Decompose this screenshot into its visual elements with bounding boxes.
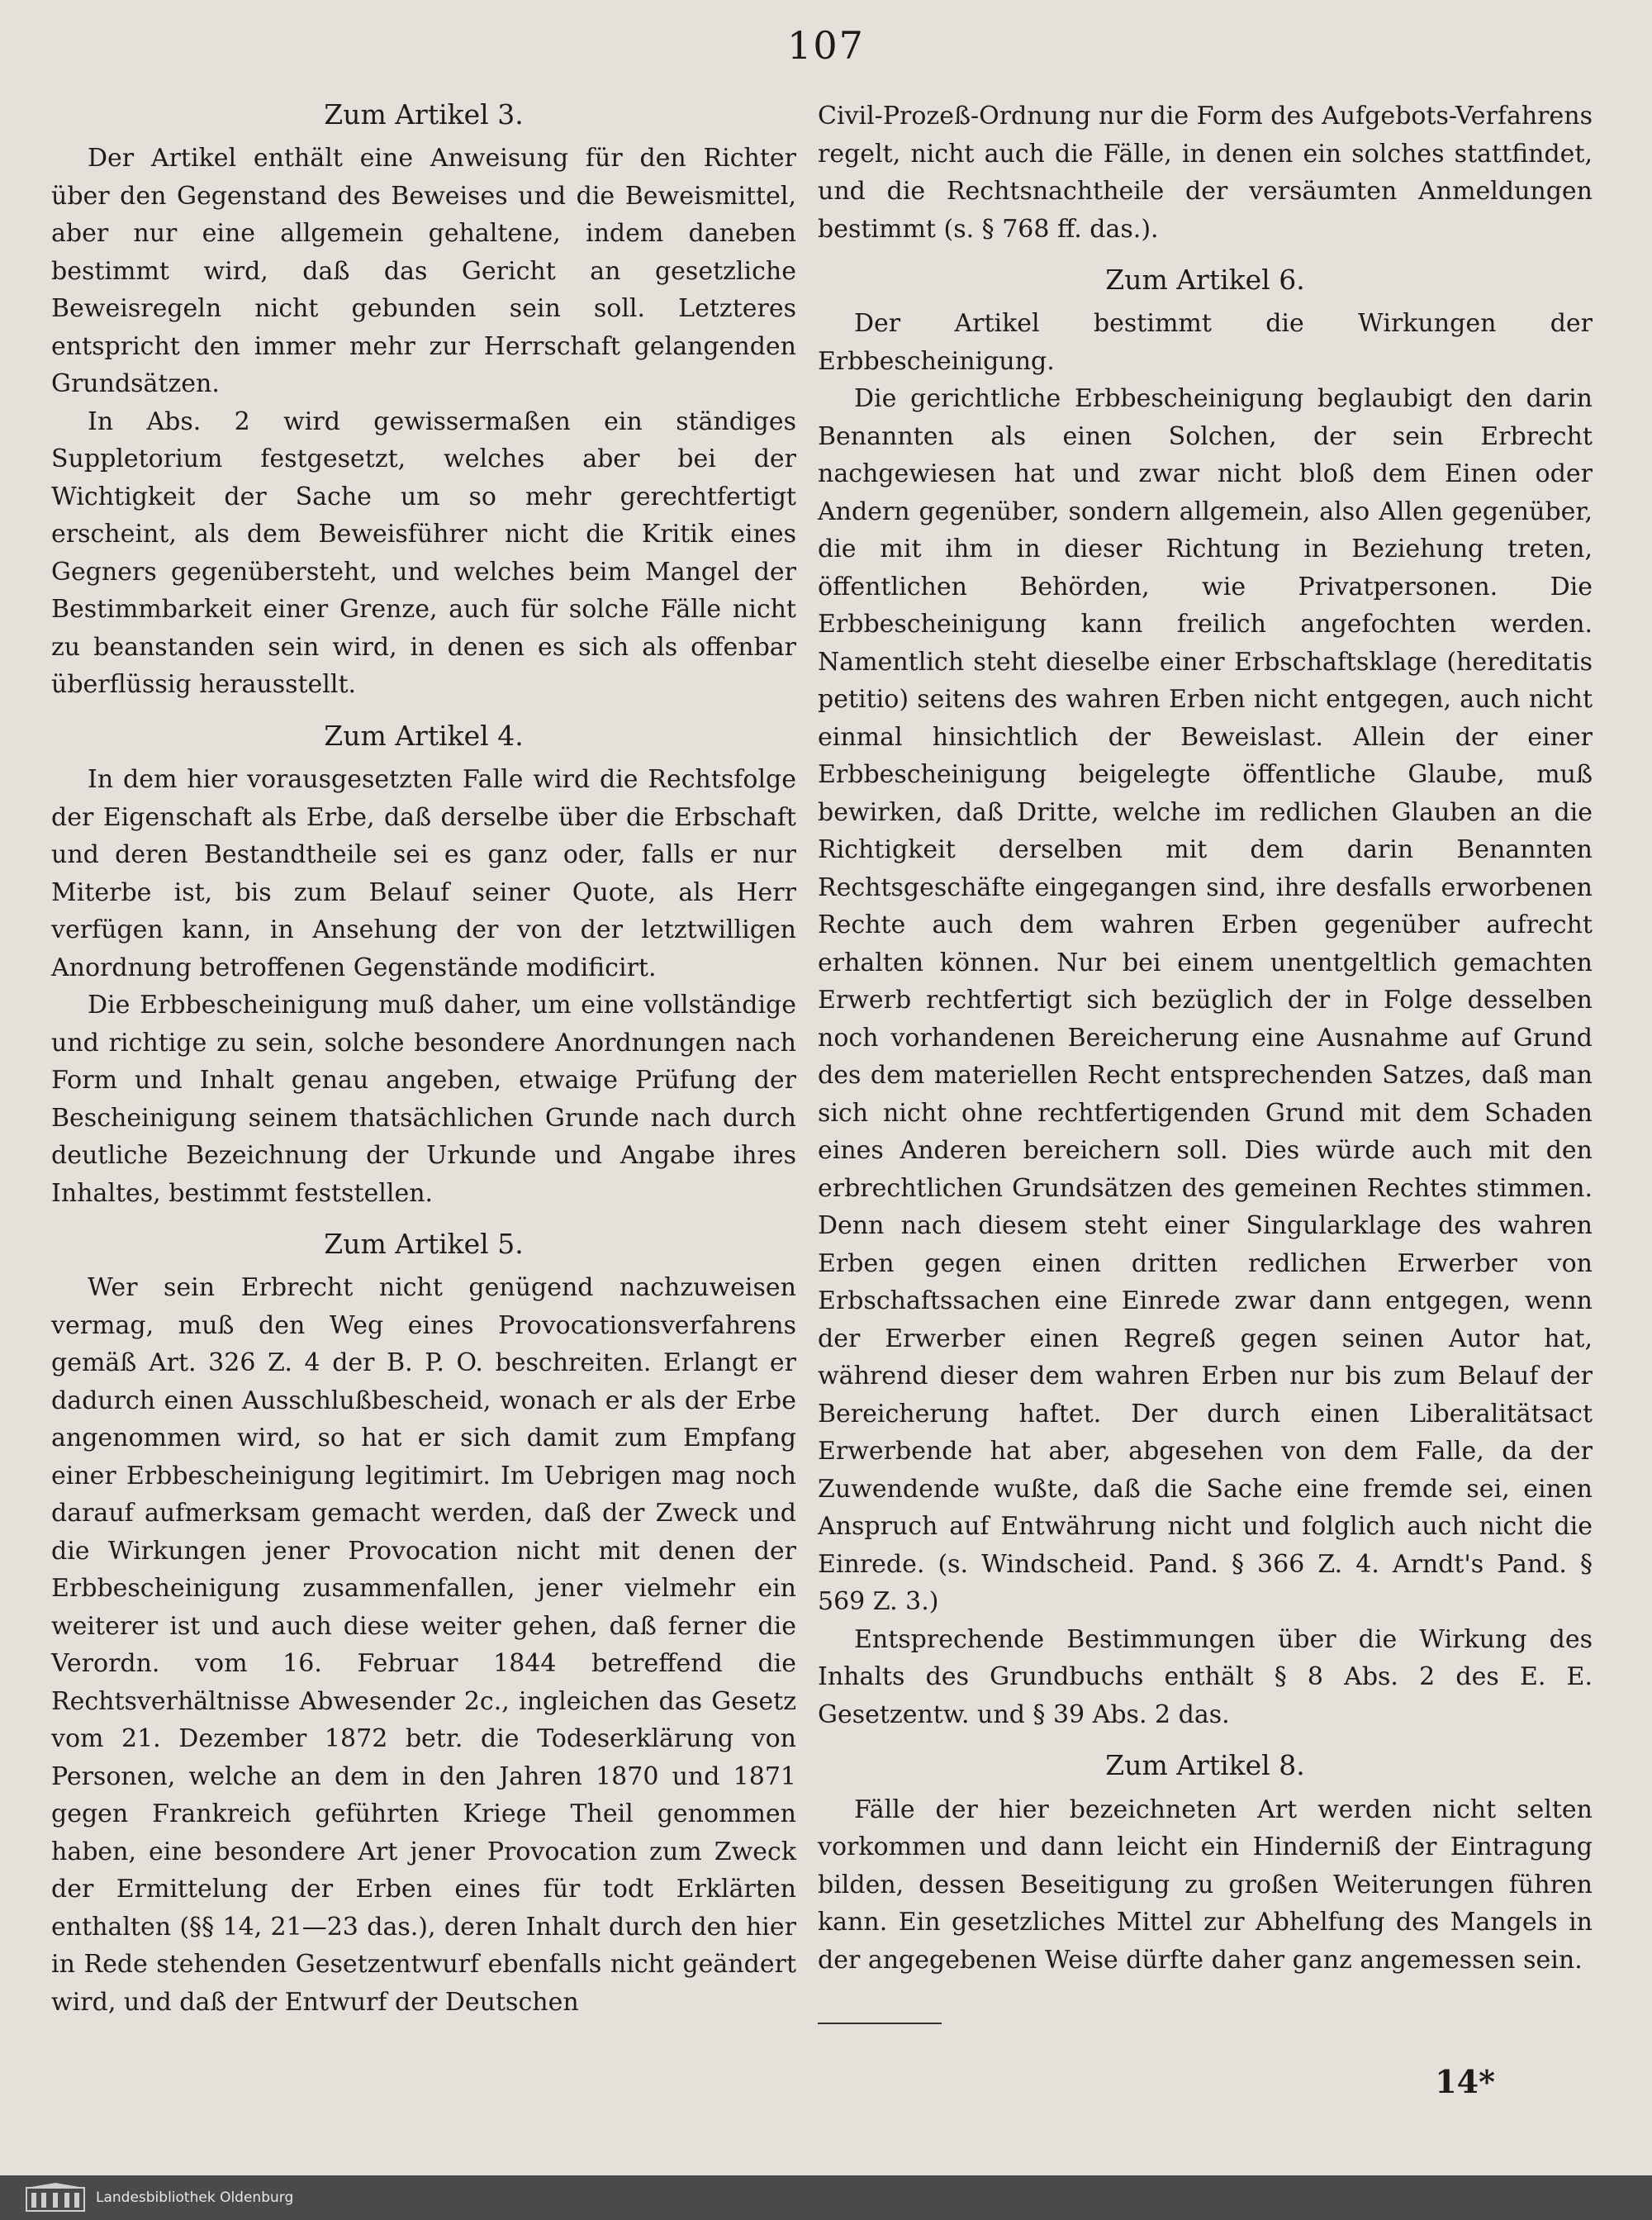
library-building-icon — [25, 2183, 86, 2213]
heading-artikel-4: Zum Artikel 4. — [324, 719, 524, 752]
heading-artikel-3: Zum Artikel 3. — [324, 98, 524, 131]
paragraph: Der Artikel enthält eine Anweisung für den Richter über den Gegenstand des Beweises und die Beweismittel, aber nur eine allgemein gehaltene, indem daneben bestimmt wird, daß das Gericht an gesetzliche Beweisregeln nicht gebunden sein soll. Letzteres entspricht den immer mehr zur Herrschaft gelangenden Grundsätzen. — [51, 144, 796, 399]
right-column — [818, 97, 1593, 1979]
paragraph: Die Erbbescheinigung muß daher, um eine vollständige und richtige zu sein, solche besondere Anordnungen nach Form und Inhalt genau angeben, etwaige Prüfung der Bescheinigung seinem thatsächlichen Grunde nach durch deutliche Bezeichnung der Urkunde und Angabe ihres Inhaltes, bestimmt feststellen. — [51, 991, 796, 1208]
paragraph-continuation: Civil-Prozeß-Ordnung nur die Form des Aufgebots-Verfahrens regelt, nicht auch die Fälle, in denen ein solches stattfindet, und die Rechtsnachtheile der versäumten Anmeldungen bestimmt (s. § 768 ff. das.). — [818, 102, 1593, 244]
signature-mark: 14* — [1435, 2063, 1495, 2100]
paragraph: Der Artikel bestimmt die Wirkungen der Erbbescheinigung. — [818, 309, 1593, 376]
heading-artikel-8: Zum Artikel 8. — [1105, 1749, 1305, 1782]
left-column — [51, 97, 796, 2021]
heading-artikel-5: Zum Artikel 5. — [324, 1228, 524, 1260]
paragraph: Entsprechende Bestimmungen über die Wirkung des Inhalts des Grundbuchs enthält § 8 Abs. 2 des E. E. Gesetzentw. und § 39 Abs. 2 das. — [818, 1624, 1593, 1729]
divider-rule — [818, 2023, 942, 2024]
heading-artikel-6: Zum Artikel 6. — [1105, 264, 1305, 296]
paragraph: In Abs. 2 wird gewissermaßen ein ständiges Suppletorium festgesetzt, welches aber bei der Wichtigkeit der Sache um so mehr gerechtfertigt erscheint, als dem Beweisführer nicht die Kritik eines Gegners gegenübersteht, und welches beim Mangel der Bestimmbarkeit einer Grenze, auch für solche Fälle nicht zu beanstanden sein wird, in denen es sich als offenbar überflüssig herausstellt. — [51, 406, 796, 700]
page-number: 107 — [787, 23, 865, 68]
paragraph: Fälle der hier bezeichneten Art werden nicht selten vorkommen und dann leicht ein Hinderniß der Eintragung bilden, dessen Beseitigung zu großen Weiterungen führen kann. Ein gesetzliches Mittel zur Abhelfung des Mangels in der angegebenen Weise dürfte daher ganz angemessen sein. — [818, 1795, 1593, 1975]
library-footer — [0, 2175, 1652, 2220]
paragraph: Die gerichtliche Erbbescheinigung beglaubigt den darin Benannten als einen Solchen, der sein Erbrecht nachgewiesen hat und zwar nicht bloß dem Einen oder Andern gegenüber, sondern allgemein, also Allen gegenüber, die mit ihm in dieser Richtung in Beziehung treten, öffentlichen Behörden, wie Privatpersonen. Die Erbbescheinigung kann freilich angefochten werden. Namentlich steht dieselbe einer Erbschaftsklage (hereditatis petitio) seitens des wahren Erben nicht entgegen, auch nicht einmal hinsichtlich der Beweislast. Allein der einer Erbbescheinigung beigelegte öffentliche Glaube, muß bewirken, daß Dritte, welche im redlichen Glauben an die Richtigkeit derselben mit dem darin Benannten Rechtsgeschäfte eingegangen sind, ihre desfalls erworbenen Rechte auch dem wahren Erben gegenüber aufrecht erhalten können. Nur bei einem unentgeltlich gemachten Erwerb rechtfertigt sich bezüglich der in Folge desselben noch vorhandenen Bereicherung eine Ausnahme auf Grund des dem materiellen Recht entsprechenden Satzes, daß man sich nicht ohne rechtfertigenden Grund mit dem Schaden eines Anderen bereichern soll. Dies würde auch mit den erbrechtlichen Grundsätzen des gemeinen Rechtes stimmen. Denn nach diesem steht einer Singularklage des wahren Erben gegen einen dritten redlichen Erwerber von Erbschaftssachen eine Einrede zwar dann entgegen, wenn der Erwerber einen Regreß gegen seinen Autor hat, während dieser dem wahren Erben nur bis zum Belauf der Bereicherung haftet. Der durch einen Liberalitätsact Erwerbende hat aber, abgesehen von dem Falle, da der Zuwendende wußte, daß die Sache eine fremde sei, einen Anspruch auf Entwährung nicht und folglich auch nicht die Einrede. (s. Windscheid. Pand. § 366 Z. 4. Arndt's Pand. § 569 Z. 3.) — [818, 384, 1593, 1617]
paragraph: Wer sein Erbrecht nicht genügend nachzuweisen vermag, muß den Weg eines Provocationsverfahrens gemäß Art. 326 Z. 4 der B. P. O. beschreiten. Erlangt er dadurch einen Ausschlußbescheid, wonach er als der Erbe angenommen wird, so hat er sich damit zum Empfang einer Erbbescheinigung legitimirt. Im Uebrigen mag noch darauf aufmerksam gemacht werden, daß der Zweck und die Wirkungen jener Provocation nicht mit denen der Erbbescheinigung zusammenfallen, jener vielmehr ein weiterer ist und auch diese weiter gehen, daß ferner die Verordn. vom 16. Februar 1844 betreffend die Rechtsverhältnisse Abwesender 2c., ingleichen das Gesetz vom 21. Dezember 1872 betr. die Todeserklärung von Personen, welche an dem in den Jahren 1870 und 1871 gegen Frankreich geführten Kriege Theil genommen haben, eine besondere Art jener Provocation zum Zweck der Ermittelung der Erben eines für todt Erklärten enthalten (§§ 14, 21—23 das.), deren Inhalt durch den hier in Rede stehenden Gesetzentwurf ebenfalls nicht geändert wird, und daß der Entwurf der Deutschen — [51, 1273, 796, 2017]
paragraph: In dem hier vorausgesetzten Falle wird die Rechtsfolge der Eigenschaft als Erbe, daß derselbe über die Erbschaft und deren Bestandtheile sei es ganz oder, falls er nur Miterbe ist, bis zum Belauf seiner Quote, als Herr verfügen kann, in Ansehung der von der letztwilligen Anordnung betroffenen Gegenstände modificirt. — [51, 765, 796, 982]
library-name: Landesbibliothek Oldenburg — [96, 2189, 294, 2206]
